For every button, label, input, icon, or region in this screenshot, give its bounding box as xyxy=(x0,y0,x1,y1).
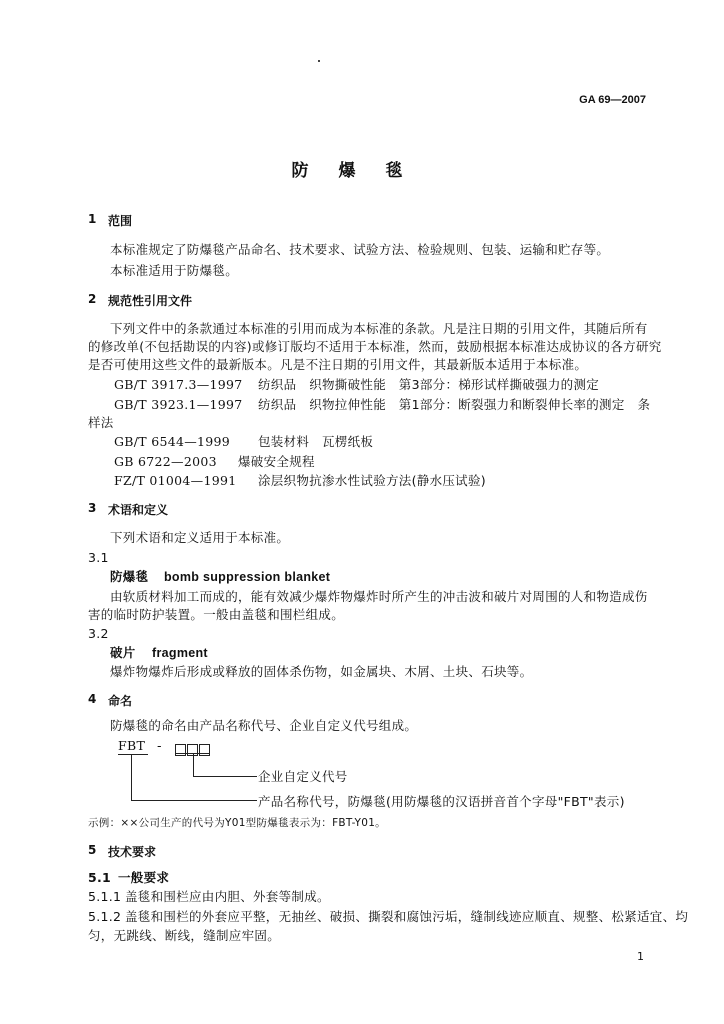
product-code: FBT xyxy=(118,738,146,753)
clause-text-line: 盖毯和围栏的外套应平整，无抽丝、破损、撕裂和腐蚀污垢，缝制线迹应顺直、规整、松紧适宜、均 xyxy=(125,909,689,924)
clause-text: 盖毯和围栏应由内胆、外套等制成。 xyxy=(125,889,330,904)
section-2-paragraph-line: 的修改单(不包括勘误的内容)或修订版均不适用于本标准，然而，鼓励根据本标准达成协议的各方研究 xyxy=(88,339,662,354)
leader-line xyxy=(193,776,257,777)
scan-speck xyxy=(318,60,320,62)
section-4-title: 命名 xyxy=(108,694,133,708)
standard-number: GA 69—2007 xyxy=(579,94,646,106)
term-definition-line: 由软质材料加工而成的，能有效减少爆炸物爆炸时所产生的冲击波和破片对周围的人和物造成伤 xyxy=(110,589,648,604)
reference-title: 爆破安全规程 xyxy=(238,454,315,469)
section-3-number: 3 xyxy=(88,501,97,515)
term-english: bomb suppression blanket xyxy=(164,570,331,584)
section-2-paragraph-line: 下列文件中的条款通过本标准的引用而成为本标准的条款。凡是注日期的引用文件，其随后所有 xyxy=(110,321,648,336)
label-product-code: 产品名称代号，防爆毯(用防爆毯的汉语拼音首个字母"FBT"表示) xyxy=(258,794,625,809)
section-1-paragraph: 本标准适用于防爆毯。 xyxy=(110,263,239,278)
term-definition-line: 害的临时防护装置。一般由盖毯和围栏组成。 xyxy=(88,607,345,622)
reference-title: 涂层织物抗渗水性试验方法(静水压试验) xyxy=(258,473,486,488)
reference-code: GB/T 3917.3—1997 xyxy=(114,377,243,392)
naming-example: 示例：××公司生产的代号为Y01型防爆毯表示为：FBT-Y01。 xyxy=(88,817,386,829)
document-title: 防爆毯 xyxy=(291,161,433,181)
term-number: 3.2 xyxy=(88,626,109,641)
reference-title-continued: 样法 xyxy=(88,415,114,430)
term-number: 3.1 xyxy=(88,550,109,565)
section-4-intro: 防爆毯的命名由产品名称代号、企业自定义代号组成。 xyxy=(110,718,418,733)
section-5-number: 5 xyxy=(88,843,97,857)
reference-code: FZ/T 01004—1991 xyxy=(114,473,237,488)
reference-title: 包装材料 瓦楞纸板 xyxy=(258,434,374,449)
reference-code: GB/T 3923.1—1997 xyxy=(114,397,243,412)
clause-number: 5.1.2 xyxy=(88,909,122,924)
section-1-paragraph: 本标准规定了防爆毯产品命名、技术要求、试验方法、检验规则、包装、运输和贮存等。 xyxy=(110,242,610,257)
section-4-number: 4 xyxy=(88,692,97,706)
reference-title: 纺织品 织物拉伸性能 第1部分：断裂强力和断裂伸长率的测定 条 xyxy=(258,397,651,412)
reference-code: GB/T 6544—1999 xyxy=(114,434,231,449)
term-name: 破片 xyxy=(110,645,136,660)
section-3-title: 术语和定义 xyxy=(108,503,169,517)
section-3-intro: 下列术语和定义适用于本标准。 xyxy=(110,530,290,545)
label-enterprise-code: 企业自定义代号 xyxy=(258,769,348,784)
leader-line xyxy=(131,800,257,801)
reference-code: GB 6722—2003 xyxy=(114,454,217,469)
section-1-number: 1 xyxy=(88,212,97,226)
leader-line xyxy=(131,755,132,801)
leader-line xyxy=(193,754,194,777)
term-name: 防爆毯 xyxy=(110,569,149,584)
subsection-number: 5.1 xyxy=(88,870,112,885)
subsection-title: 一般要求 xyxy=(118,870,170,885)
underline-product-code xyxy=(118,754,148,755)
section-2-title: 规范性引用文件 xyxy=(108,294,193,308)
reference-title: 纺织品 织物撕破性能 第3部分：梯形试样撕破强力的测定 xyxy=(258,377,600,392)
section-2-number: 2 xyxy=(88,292,97,306)
term-definition: 爆炸物爆炸后形成或释放的固体杀伤物，如金属块、木屑、土块、石块等。 xyxy=(110,664,533,679)
section-2-paragraph-line: 是否可使用这些文件的最新版本。凡是不注日期的引用文件，其最新版本适用于本标准。 xyxy=(88,357,588,372)
clause-number: 5.1.1 xyxy=(88,889,122,904)
section-5-title: 技术要求 xyxy=(108,845,157,859)
code-dash: - xyxy=(157,738,162,753)
page-number: 1 xyxy=(637,950,644,963)
section-1-title: 范围 xyxy=(108,214,133,228)
clause-text-line: 匀，无跳线、断线，缝制应牢固。 xyxy=(88,928,281,943)
term-english: fragment xyxy=(152,646,208,660)
